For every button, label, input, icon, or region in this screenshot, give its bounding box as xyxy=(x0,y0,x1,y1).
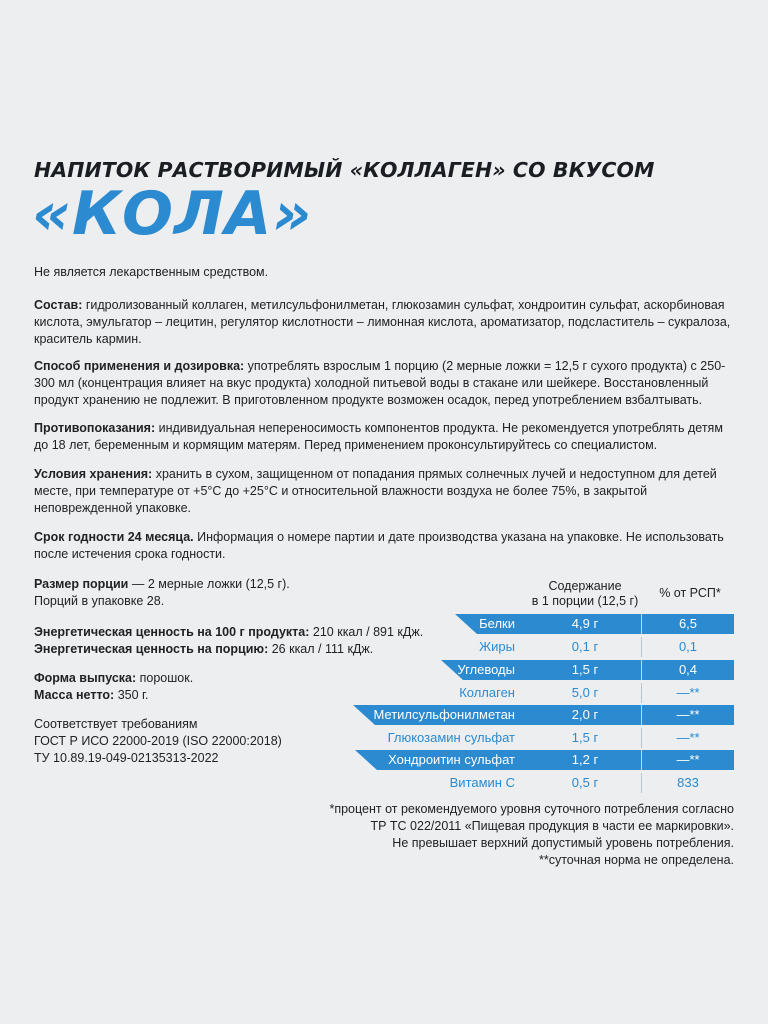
energy-per-portion-text: 26 ккал / 111 кДж. xyxy=(268,642,374,656)
portions-per-pack: Порций в упаковке 28. xyxy=(34,594,165,608)
table-header-content-line-2: в 1 порции (12,5 г) xyxy=(531,594,639,608)
net-weight-label: Масса нетто: xyxy=(34,688,115,702)
nutrient-name: Белки xyxy=(479,616,515,631)
net-weight xyxy=(34,687,149,704)
storage-label: Условия хранения: xyxy=(34,467,153,481)
contraindications-label: Противопоказания: xyxy=(34,421,156,435)
composition-text: гидролизованный коллаген, метилсульфонилметан, глюкозамин сульфат, хондроитин сульфат, аскорбиновая кислота, эмульгатор – лецитин, регулятор кислотности – лимонная кислота, ароматизатор, подсластитель – сукралоза, краситель кармин. xyxy=(34,298,731,346)
nutrient-amount: 1,5 г xyxy=(571,730,599,745)
portion-size-label: Размер порции xyxy=(34,577,129,591)
nutrient-rsp: 0,1 xyxy=(678,639,698,654)
nutrient-amount: 0,1 г xyxy=(571,639,599,654)
nutrition-row xyxy=(360,773,734,793)
nutrition-row xyxy=(360,728,734,748)
nutrient-rsp: —** xyxy=(676,730,700,745)
nutrition-row xyxy=(360,637,734,657)
standards-line-2: ГОСТ Р ИСО 22000-2019 (ISO 22000:2018) xyxy=(34,734,282,748)
energy-per-100g-label: Энергетическая ценность на 100 г продукта: xyxy=(34,625,310,639)
shelf-life-label: Срок годности 24 месяца. xyxy=(34,530,194,544)
release-form-label: Форма выпуска: xyxy=(34,671,137,685)
usage-text: употреблять взрослым 1 порцию (2 мерные ложки = 12,5 г сухого продукта) с 250-300 мл (концентрация влияет на вкус продукта) холодной питьевой воды в стакане или шейкере. Восстановленный продукт хранению не подлежит. В приготовленном продукте возможен осадок, перед употреблением взбалтывать. xyxy=(34,359,726,407)
energy-per-portion xyxy=(34,641,373,658)
nutrient-name: Витамин С xyxy=(449,775,515,790)
shelf-life-text: Информация о номере партии и дате производства указана на упаковке. Не использовать после истечения срока годности. xyxy=(34,530,724,561)
nutrient-amount: 1,5 г xyxy=(571,662,599,677)
shelf-life-paragraph xyxy=(34,529,740,563)
storage-paragraph xyxy=(34,466,740,517)
release-form xyxy=(34,670,193,687)
footnote-line-4: **суточная норма не определена. xyxy=(538,853,734,867)
release-form-text: порошок. xyxy=(136,671,194,685)
standards-line-1: Соответствует требованиям xyxy=(34,717,198,731)
nutrient-rsp: 0,4 xyxy=(678,662,698,677)
nutrient-rsp: —** xyxy=(676,707,700,722)
nutrition-row xyxy=(360,683,734,703)
table-header-content-line-1: Содержание xyxy=(548,579,622,593)
table-header-content xyxy=(525,579,645,609)
nutrition-row xyxy=(457,660,734,680)
nutrient-amount: 5,0 г xyxy=(571,685,599,700)
product-title: «КОЛА» xyxy=(32,179,313,249)
portion-size-text: — 2 мерные ложки (12,5 г). xyxy=(128,577,290,591)
portion-size xyxy=(34,576,290,593)
storage-text: хранить в сухом, защищенном от попадания прямых солнечных лучей и недоступном для детей месте, при температуре от +5°С до +25°С и относительной влажности воздуха не более 75%, в закрытой неповрежденной упаковке. xyxy=(34,467,717,515)
nutrient-rsp: 833 xyxy=(677,775,699,790)
composition-paragraph xyxy=(34,297,740,348)
table-header-rsp: % от РСП* xyxy=(659,586,721,600)
nutrient-amount: 2,0 г xyxy=(571,707,599,722)
nutrient-name: Глюкозамин сульфат xyxy=(387,730,515,745)
nutrient-rsp: —** xyxy=(676,685,700,700)
nutrient-amount: 1,2 г xyxy=(571,752,599,767)
not-medicine-note: Не является лекарственным средством. xyxy=(34,265,269,279)
net-weight-text: 350 г. xyxy=(114,688,149,702)
nutrient-name: Коллаген xyxy=(459,685,515,700)
standards-line-3: ТУ 10.89.19-049-02135313-2022 xyxy=(34,751,219,765)
energy-per-portion-label: Энергетическая ценность на порцию: xyxy=(34,642,269,656)
contraindications-text: индивидуальная непереносимость компонентов продукта. Не рекомендуется употреблять детям до 18 лет, беременным и кормящим матерям. Перед применением проконсультируйтесь со специалистом. xyxy=(34,421,723,452)
nutrient-name: Жиры xyxy=(479,639,515,654)
nutrition-row xyxy=(375,705,734,725)
nutrient-name: Метилсульфонилметан xyxy=(373,707,515,722)
nutrition-row xyxy=(477,614,734,634)
energy-per-100g-text: 210 ккал / 891 кДж. xyxy=(309,625,424,639)
nutrient-rsp: —** xyxy=(676,752,700,767)
usage-label: Способ применения и дозировка: xyxy=(34,359,245,373)
nutrient-name: Хондроитин сульфат xyxy=(388,752,515,767)
footnote-line-2: ТР ТС 022/2011 «Пищевая продукция в части ее маркировки». xyxy=(370,819,734,833)
nutrient-name: Углеводы xyxy=(457,662,515,677)
contraindications-paragraph xyxy=(34,420,740,454)
usage-paragraph xyxy=(34,358,740,409)
footnote-line-3: Не превышает верхний допустимый уровень потребления. xyxy=(392,836,734,850)
nutrient-rsp: 6,5 xyxy=(678,616,698,631)
product-subtitle: НАПИТОК РАСТВОРИМЫЙ «КОЛЛАГЕН» СО ВКУСОМ xyxy=(34,158,655,182)
nutrient-amount: 4,9 г xyxy=(571,616,599,631)
nutrient-amount: 0,5 г xyxy=(571,775,599,790)
nutrition-row xyxy=(377,750,734,770)
footnotes xyxy=(314,801,734,869)
footnote-line-1: *процент от рекомендуемого уровня суточного потребления согласно xyxy=(329,802,734,816)
composition-label: Состав: xyxy=(34,298,83,312)
